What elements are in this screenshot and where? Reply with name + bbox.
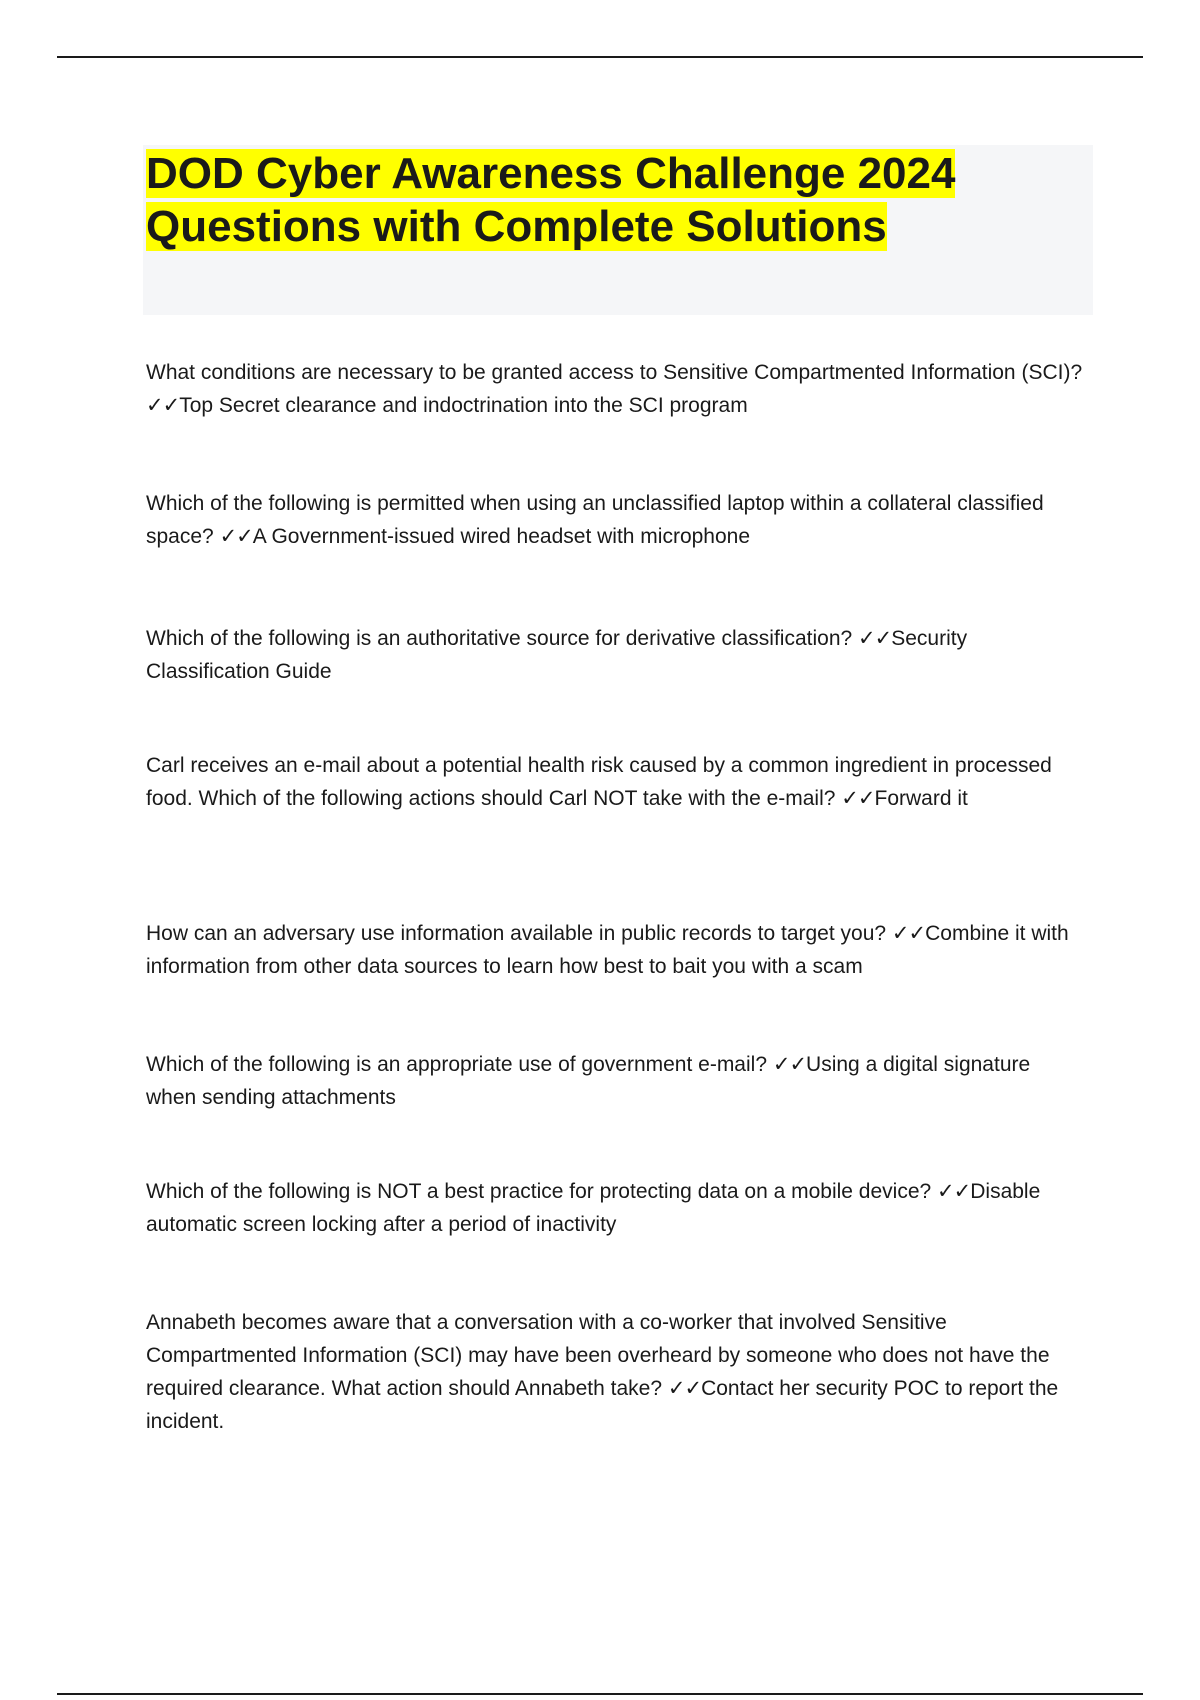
question-text: What conditions are necessary to be granted access to Sensitive Compartmented Information (SCI)? bbox=[146, 361, 1083, 384]
document-title bbox=[143, 145, 1093, 253]
qa-item bbox=[146, 1306, 1086, 1438]
question-text: Which of the following is an authoritative source for derivative classification? bbox=[146, 627, 853, 650]
answer-text: Disable automatic screen locking after a period of inactivity bbox=[146, 1180, 1041, 1236]
qa-item bbox=[146, 917, 1086, 983]
highlighted-title-text: DOD Cyber Awareness Challenge 2024 Questions with Complete Solutions bbox=[146, 149, 956, 251]
bottom-rule bbox=[57, 1693, 1143, 1695]
answer-text: A Government-issued wired headset with microphone bbox=[252, 525, 751, 548]
checkmark-icon: ✓✓ bbox=[937, 1180, 971, 1203]
answer-text: Contact her security POC to report the incident. bbox=[146, 1377, 1059, 1433]
question-text: Which of the following is NOT a best practice for protecting data on a mobile device? bbox=[146, 1180, 932, 1203]
checkmark-icon: ✓✓ bbox=[858, 627, 892, 650]
qa-item bbox=[146, 1175, 1086, 1241]
top-rule bbox=[57, 56, 1143, 58]
qa-item bbox=[146, 622, 1086, 688]
answer-text: Security Classification Guide bbox=[146, 627, 968, 683]
qa-item bbox=[146, 487, 1086, 553]
qa-item bbox=[146, 356, 1086, 422]
checkmark-icon: ✓✓ bbox=[146, 394, 180, 417]
question-text: Carl receives an e-mail about a potential health risk caused by a common ingredient in processed food. Which of the following actions should Carl NOT take with the e-mail? bbox=[146, 754, 1052, 810]
answer-text: Forward it bbox=[874, 787, 968, 810]
qa-item bbox=[146, 749, 1086, 815]
checkmark-icon: ✓✓ bbox=[667, 1377, 702, 1400]
checkmark-icon: ✓✓ bbox=[841, 787, 875, 810]
answer-text: Top Secret clearance and indoctrination into the SCI program bbox=[179, 394, 748, 417]
question-text: How can an adversary use information available in public records to target you? bbox=[146, 922, 887, 945]
checkmark-icon: ✓✓ bbox=[219, 525, 253, 548]
checkmark-icon: ✓✓ bbox=[772, 1053, 807, 1076]
question-text: Which of the following is permitted when using an unclassified laptop within a collateral classified space? bbox=[146, 492, 1044, 548]
question-text: Annabeth becomes aware that a conversation with a co-worker that involved Sensitive Compartmented Information (SCI) may have been overheard by someone who does not have the required clearance. What action should Annabeth take? bbox=[146, 1311, 1050, 1400]
answer-text: Using a digital signature when sending attachments bbox=[146, 1053, 1031, 1109]
checkmark-icon: ✓✓ bbox=[891, 922, 926, 945]
answer-text: Combine it with information from other data sources to learn how best to bait you with a scam bbox=[146, 922, 1069, 978]
question-text: Which of the following is an appropriate use of government e-mail? bbox=[146, 1053, 767, 1076]
qa-item bbox=[146, 1048, 1086, 1114]
title-block bbox=[143, 145, 1093, 315]
